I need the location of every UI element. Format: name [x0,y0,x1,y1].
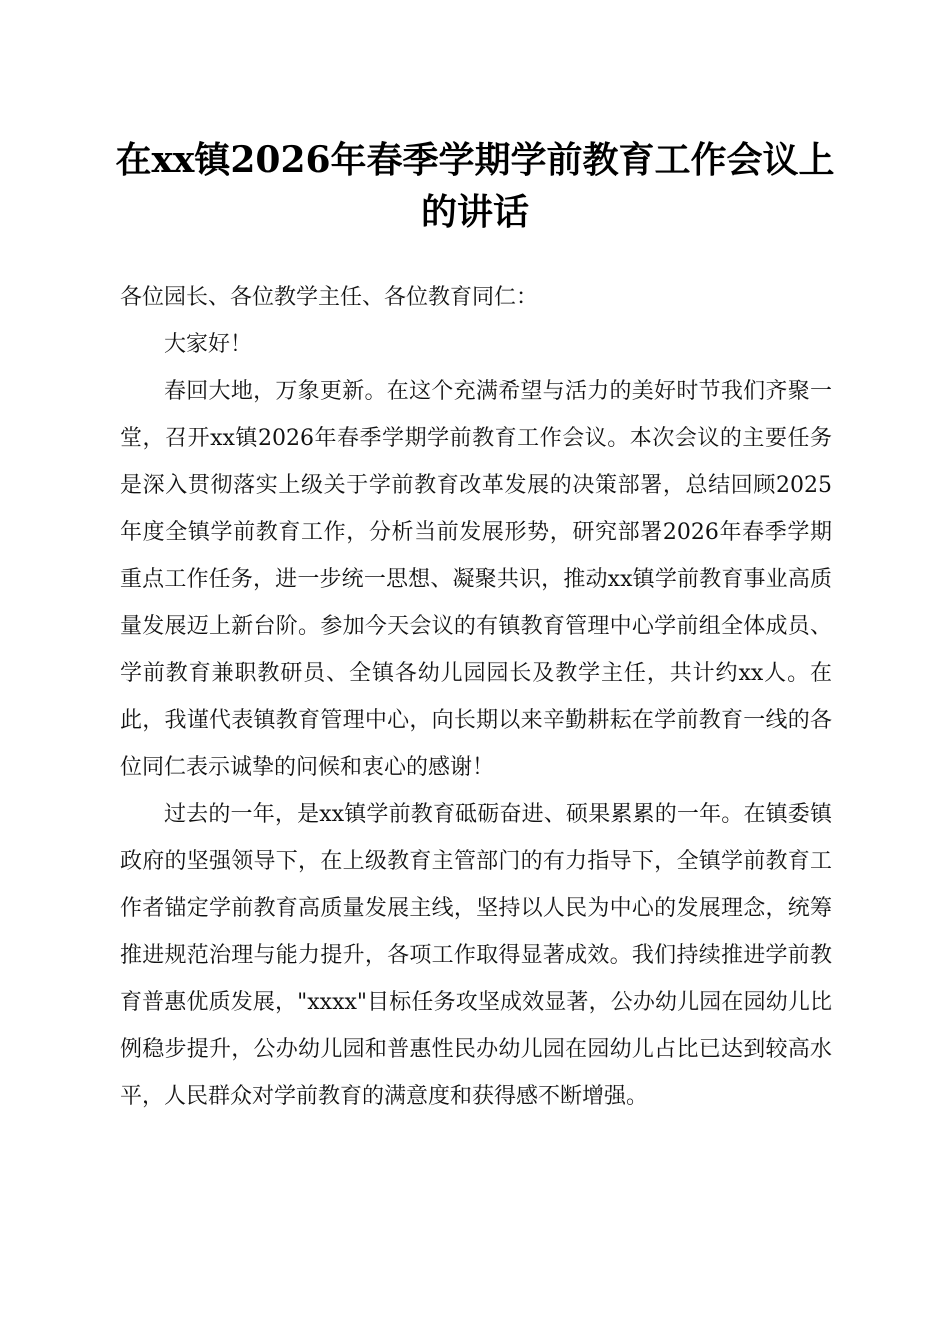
paragraph-opening: 春回大地，万象更新。在这个充满希望与活力的美好时节我们齐聚一堂，召开xx镇2026年春季学期学前教育工作会议。本次会议的主要任务是深入贯彻落实上级关于学前教育改革发展的决策部署，总结回顾2025年度全镇学前教育工作，分析当前发展形势，研究部署2026年春季学期重点工作任务，进一步统一思想、凝聚共识，推动xx镇学前教育事业高质量发展迈上新台阶。参加今天会议的有镇教育管理中心学前组全体成员、学前教育兼职教研员、全镇各幼儿园园长及教学主任，共计约xx人。在此，我谨代表镇教育管理中心，向长期以来辛勤耕耘在学前教育一线的各位同仁表示诚挚的问候和衷心的感谢！ [120,379,832,780]
paragraph-review: 过去的一年，是xx镇学前教育砥砺奋进、硕果累累的一年。在镇委镇政府的坚强领导下，在上级教育主管部门的有力指导下，全镇学前教育工作者锚定学前教育高质量发展主线，坚持以人民为中心的发展理念，统筹推进规范治理与能力提升，各项工作取得显著成效。我们持续推进学前教育普惠优质发展，"xxxx"目标任务攻坚成效显著，公办幼儿园在园幼儿比例稳步提升，公办幼儿园和普惠性民办幼儿园在园幼儿占比已达到较高水平，人民群众对学前教育的满意度和获得感不断增强。 [120,802,832,1109]
greeting: 大家好！ [164,332,253,357]
document-title: 在xx镇2026年春季学期学前教育工作会议上的讲话 [115,139,835,233]
document-body [120,274,832,1120]
salutation: 各位园长、各位教学主任、各位教育同仁： [120,285,539,310]
